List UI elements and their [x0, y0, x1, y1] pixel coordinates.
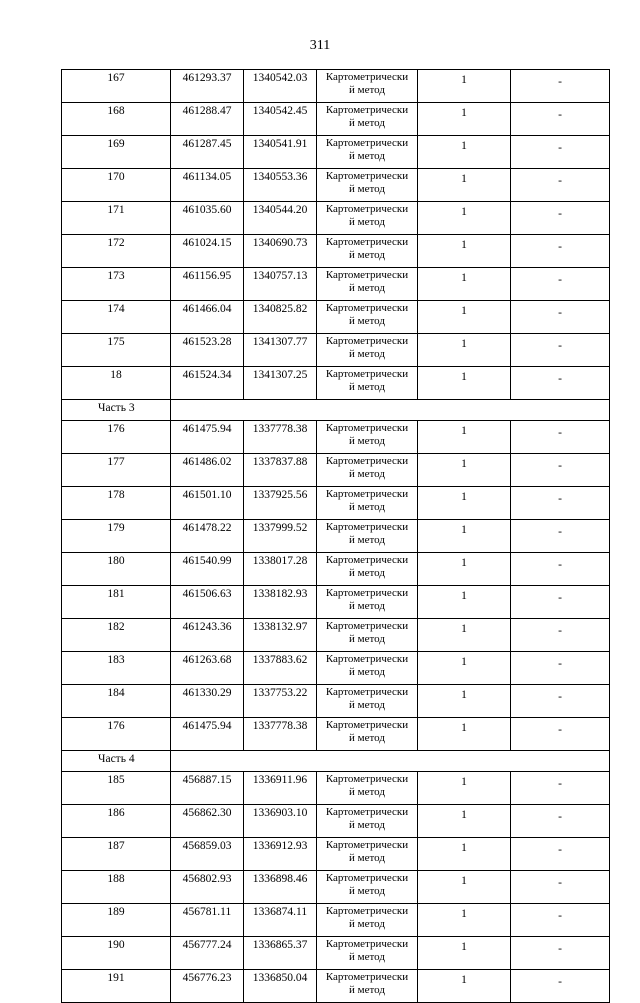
method-text-line-1: Картометрически	[325, 620, 409, 632]
x-coordinate-cell: 461540.99	[171, 553, 244, 586]
point-number-cell: 170	[62, 169, 171, 202]
table-row	[62, 553, 610, 586]
x-coordinate-cell: 456777.24	[171, 937, 244, 970]
method-text-line-2: й метод	[349, 348, 385, 360]
x-coordinate-cell: 461478.22	[171, 520, 244, 553]
method-text-line-1: Картометрически	[325, 521, 409, 533]
dash-cell: -	[511, 553, 610, 586]
y-coordinate-cell: 1337753.22	[244, 685, 317, 718]
method-cell	[317, 904, 418, 937]
method-text-line-1: Картометрически	[325, 554, 409, 566]
method-cell	[317, 586, 418, 619]
x-coordinate-cell: 461243.36	[171, 619, 244, 652]
method-cell	[317, 871, 418, 904]
accuracy-cell: 1	[418, 619, 511, 652]
method-text-line-2: й метод	[349, 984, 385, 996]
accuracy-cell: 1	[418, 301, 511, 334]
table-row	[62, 235, 610, 268]
table-row	[62, 619, 610, 652]
accuracy-cell: 1	[418, 718, 511, 751]
method-text-line-2: й метод	[349, 786, 385, 798]
dash-cell: -	[511, 937, 610, 970]
section-empty-cell	[171, 400, 610, 421]
method-text-line-2: й метод	[349, 918, 385, 930]
accuracy-cell: 1	[418, 454, 511, 487]
dash-cell: -	[511, 871, 610, 904]
dash-cell: -	[511, 586, 610, 619]
coordinates-table	[61, 69, 610, 1003]
y-coordinate-cell: 1336898.46	[244, 871, 317, 904]
x-coordinate-cell: 461024.15	[171, 235, 244, 268]
dash-cell: -	[511, 838, 610, 871]
method-cell	[317, 268, 418, 301]
accuracy-cell: 1	[418, 838, 511, 871]
point-number-cell: 186	[62, 805, 171, 838]
method-text-line-2: й метод	[349, 315, 385, 327]
x-coordinate-cell: 461330.29	[171, 685, 244, 718]
section-row	[62, 751, 610, 772]
accuracy-cell: 1	[418, 268, 511, 301]
method-text-line-1: Картометрически	[325, 170, 409, 182]
method-text-line-2: й метод	[349, 666, 385, 678]
method-cell	[317, 805, 418, 838]
method-text-line-1: Картометрически	[325, 938, 409, 950]
accuracy-cell: 1	[418, 652, 511, 685]
page-number: 311	[309, 38, 331, 53]
point-number-cell: 169	[62, 136, 171, 169]
method-text-line-1: Картометрически	[325, 488, 409, 500]
method-text-line-2: й метод	[349, 117, 385, 129]
point-number-cell: 176	[62, 718, 171, 751]
table-row	[62, 268, 610, 301]
method-text-line-1: Картометрически	[325, 137, 409, 149]
method-text-line-1: Картометрически	[325, 203, 409, 215]
method-text-line-1: Картометрически	[325, 455, 409, 467]
accuracy-cell: 1	[418, 487, 511, 520]
method-text-line-2: й метод	[349, 600, 385, 612]
method-text-line-1: Картометрически	[325, 806, 409, 818]
table-row	[62, 805, 610, 838]
y-coordinate-cell: 1337778.38	[244, 421, 317, 454]
method-cell	[317, 202, 418, 235]
method-text-line-2: й метод	[349, 84, 385, 96]
accuracy-cell: 1	[418, 235, 511, 268]
method-text-line-2: й метод	[349, 732, 385, 744]
dash-cell: -	[511, 454, 610, 487]
dash-cell: -	[511, 301, 610, 334]
method-cell	[317, 235, 418, 268]
dash-cell: -	[511, 487, 610, 520]
y-coordinate-cell: 1337837.88	[244, 454, 317, 487]
x-coordinate-cell: 461501.10	[171, 487, 244, 520]
point-number-cell: 182	[62, 619, 171, 652]
method-text-line-2: й метод	[349, 852, 385, 864]
method-text-line-1: Картометрически	[325, 905, 409, 917]
method-text-line-1: Картометрически	[325, 971, 409, 983]
method-text-line-1: Картометрически	[325, 335, 409, 347]
y-coordinate-cell: 1340825.82	[244, 301, 317, 334]
method-cell	[317, 421, 418, 454]
table-row	[62, 652, 610, 685]
y-coordinate-cell: 1340690.73	[244, 235, 317, 268]
table-row	[62, 718, 610, 751]
table-row	[62, 904, 610, 937]
method-text-line-2: й метод	[349, 885, 385, 897]
y-coordinate-cell: 1341307.77	[244, 334, 317, 367]
table-row	[62, 301, 610, 334]
y-coordinate-cell: 1336874.11	[244, 904, 317, 937]
point-number-cell: 187	[62, 838, 171, 871]
table-row	[62, 103, 610, 136]
method-text-line-2: й метод	[349, 468, 385, 480]
y-coordinate-cell: 1336912.93	[244, 838, 317, 871]
x-coordinate-cell: 461263.68	[171, 652, 244, 685]
method-text-line-2: й метод	[349, 534, 385, 546]
method-text-line-2: й метод	[349, 183, 385, 195]
section-row	[62, 400, 610, 421]
accuracy-cell: 1	[418, 169, 511, 202]
accuracy-cell: 1	[418, 772, 511, 805]
y-coordinate-cell: 1336903.10	[244, 805, 317, 838]
dash-cell: -	[511, 805, 610, 838]
method-text-line-1: Картометрически	[325, 587, 409, 599]
x-coordinate-cell: 461288.47	[171, 103, 244, 136]
table-row	[62, 421, 610, 454]
method-cell	[317, 685, 418, 718]
method-cell	[317, 619, 418, 652]
accuracy-cell: 1	[418, 520, 511, 553]
table-row	[62, 685, 610, 718]
y-coordinate-cell: 1337999.52	[244, 520, 317, 553]
method-text-line-1: Картометрически	[325, 872, 409, 884]
table-row	[62, 202, 610, 235]
method-cell	[317, 772, 418, 805]
accuracy-cell: 1	[418, 937, 511, 970]
method-text-line-2: й метод	[349, 819, 385, 831]
method-text-line-2: й метод	[349, 435, 385, 447]
dash-cell: -	[511, 685, 610, 718]
x-coordinate-cell: 461524.34	[171, 367, 244, 400]
point-number-cell: 181	[62, 586, 171, 619]
x-coordinate-cell: 461156.95	[171, 268, 244, 301]
point-number-cell: 171	[62, 202, 171, 235]
y-coordinate-cell: 1340757.13	[244, 268, 317, 301]
method-text-line-1: Картометрически	[325, 104, 409, 116]
dash-cell: -	[511, 772, 610, 805]
table-row	[62, 772, 610, 805]
accuracy-cell: 1	[418, 202, 511, 235]
accuracy-cell: 1	[418, 586, 511, 619]
point-number-cell: 183	[62, 652, 171, 685]
method-cell	[317, 301, 418, 334]
y-coordinate-cell: 1337883.62	[244, 652, 317, 685]
dash-cell: -	[511, 619, 610, 652]
method-text-line-1: Картометрически	[325, 71, 409, 83]
point-number-cell: 190	[62, 937, 171, 970]
method-cell	[317, 136, 418, 169]
dash-cell: -	[511, 652, 610, 685]
x-coordinate-cell: 456802.93	[171, 871, 244, 904]
method-text-line-1: Картометрически	[325, 302, 409, 314]
section-label: Часть 3	[62, 400, 171, 421]
method-text-line-1: Картометрически	[325, 422, 409, 434]
accuracy-cell: 1	[418, 136, 511, 169]
y-coordinate-cell: 1336865.37	[244, 937, 317, 970]
method-cell	[317, 718, 418, 751]
x-coordinate-cell: 456781.11	[171, 904, 244, 937]
accuracy-cell: 1	[418, 553, 511, 586]
dash-cell: -	[511, 334, 610, 367]
x-coordinate-cell: 461466.04	[171, 301, 244, 334]
x-coordinate-cell: 456859.03	[171, 838, 244, 871]
point-number-cell: 185	[62, 772, 171, 805]
table-row	[62, 334, 610, 367]
dash-cell: -	[511, 718, 610, 751]
table-row	[62, 70, 610, 103]
point-number-cell: 174	[62, 301, 171, 334]
dash-cell: -	[511, 202, 610, 235]
dash-cell: -	[511, 235, 610, 268]
dash-cell: -	[511, 136, 610, 169]
section-label: Часть 4	[62, 751, 171, 772]
y-coordinate-cell: 1340542.45	[244, 103, 317, 136]
x-coordinate-cell: 461486.02	[171, 454, 244, 487]
x-coordinate-cell: 456887.15	[171, 772, 244, 805]
x-coordinate-cell: 456776.23	[171, 970, 244, 1003]
table-row	[62, 586, 610, 619]
x-coordinate-cell: 461475.94	[171, 421, 244, 454]
dash-cell: -	[511, 169, 610, 202]
dash-cell: -	[511, 268, 610, 301]
method-cell	[317, 970, 418, 1003]
table-row	[62, 169, 610, 202]
method-text-line-2: й метод	[349, 249, 385, 261]
point-number-cell: 179	[62, 520, 171, 553]
table-row	[62, 937, 610, 970]
method-cell	[317, 334, 418, 367]
point-number-cell: 184	[62, 685, 171, 718]
point-number-cell: 178	[62, 487, 171, 520]
dash-cell: -	[511, 970, 610, 1003]
y-coordinate-cell: 1338182.93	[244, 586, 317, 619]
accuracy-cell: 1	[418, 103, 511, 136]
method-text-line-1: Картометрически	[325, 368, 409, 380]
x-coordinate-cell: 461523.28	[171, 334, 244, 367]
y-coordinate-cell: 1340544.20	[244, 202, 317, 235]
dash-cell: -	[511, 103, 610, 136]
method-text-line-1: Картометрически	[325, 773, 409, 785]
method-text-line-2: й метод	[349, 216, 385, 228]
method-text-line-2: й метод	[349, 567, 385, 579]
method-text-line-1: Картометрически	[325, 839, 409, 851]
method-cell	[317, 70, 418, 103]
method-cell	[317, 367, 418, 400]
y-coordinate-cell: 1337778.38	[244, 718, 317, 751]
method-cell	[317, 838, 418, 871]
point-number-cell: 173	[62, 268, 171, 301]
point-number-cell: 189	[62, 904, 171, 937]
table-row	[62, 487, 610, 520]
point-number-cell: 191	[62, 970, 171, 1003]
dash-cell: -	[511, 421, 610, 454]
method-text-line-2: й метод	[349, 951, 385, 963]
x-coordinate-cell: 461475.94	[171, 718, 244, 751]
table-row	[62, 970, 610, 1003]
table-row	[62, 136, 610, 169]
section-empty-cell	[171, 751, 610, 772]
method-text-line-1: Картометрически	[325, 269, 409, 281]
y-coordinate-cell: 1337925.56	[244, 487, 317, 520]
y-coordinate-cell: 1340542.03	[244, 70, 317, 103]
x-coordinate-cell: 461293.37	[171, 70, 244, 103]
method-text-line-2: й метод	[349, 282, 385, 294]
x-coordinate-cell: 461287.45	[171, 136, 244, 169]
method-cell	[317, 937, 418, 970]
accuracy-cell: 1	[418, 970, 511, 1003]
point-number-cell: 177	[62, 454, 171, 487]
point-number-cell: 167	[62, 70, 171, 103]
method-text-line-2: й метод	[349, 699, 385, 711]
table-row	[62, 520, 610, 553]
x-coordinate-cell: 461134.05	[171, 169, 244, 202]
method-cell	[317, 553, 418, 586]
x-coordinate-cell: 461506.63	[171, 586, 244, 619]
point-number-cell: 175	[62, 334, 171, 367]
method-text-line-2: й метод	[349, 150, 385, 162]
method-text-line-1: Картометрически	[325, 719, 409, 731]
method-text-line-2: й метод	[349, 501, 385, 513]
point-number-cell: 188	[62, 871, 171, 904]
method-cell	[317, 487, 418, 520]
table-row	[62, 838, 610, 871]
y-coordinate-cell: 1338132.97	[244, 619, 317, 652]
accuracy-cell: 1	[418, 70, 511, 103]
point-number-cell: 176	[62, 421, 171, 454]
method-cell	[317, 652, 418, 685]
x-coordinate-cell: 461035.60	[171, 202, 244, 235]
method-text-line-1: Картометрически	[325, 653, 409, 665]
y-coordinate-cell: 1338017.28	[244, 553, 317, 586]
point-number-cell: 172	[62, 235, 171, 268]
dash-cell: -	[511, 904, 610, 937]
dash-cell: -	[511, 367, 610, 400]
method-cell	[317, 169, 418, 202]
point-number-cell: 18	[62, 367, 171, 400]
y-coordinate-cell: 1340553.36	[244, 169, 317, 202]
accuracy-cell: 1	[418, 871, 511, 904]
table-row	[62, 454, 610, 487]
accuracy-cell: 1	[418, 421, 511, 454]
accuracy-cell: 1	[418, 367, 511, 400]
y-coordinate-cell: 1340541.91	[244, 136, 317, 169]
y-coordinate-cell: 1341307.25	[244, 367, 317, 400]
method-text-line-1: Картометрически	[325, 686, 409, 698]
y-coordinate-cell: 1336850.04	[244, 970, 317, 1003]
accuracy-cell: 1	[418, 805, 511, 838]
accuracy-cell: 1	[418, 334, 511, 367]
table-row	[62, 871, 610, 904]
accuracy-cell: 1	[418, 685, 511, 718]
method-cell	[317, 103, 418, 136]
method-text-line-2: й метод	[349, 381, 385, 393]
method-cell	[317, 454, 418, 487]
point-number-cell: 168	[62, 103, 171, 136]
method-cell	[317, 520, 418, 553]
dash-cell: -	[511, 520, 610, 553]
y-coordinate-cell: 1336911.96	[244, 772, 317, 805]
point-number-cell: 180	[62, 553, 171, 586]
table-row	[62, 367, 610, 400]
method-text-line-2: й метод	[349, 633, 385, 645]
dash-cell: -	[511, 70, 610, 103]
coordinates-table-body	[62, 70, 610, 1003]
x-coordinate-cell: 456862.30	[171, 805, 244, 838]
accuracy-cell: 1	[418, 904, 511, 937]
method-text-line-1: Картометрически	[325, 236, 409, 248]
